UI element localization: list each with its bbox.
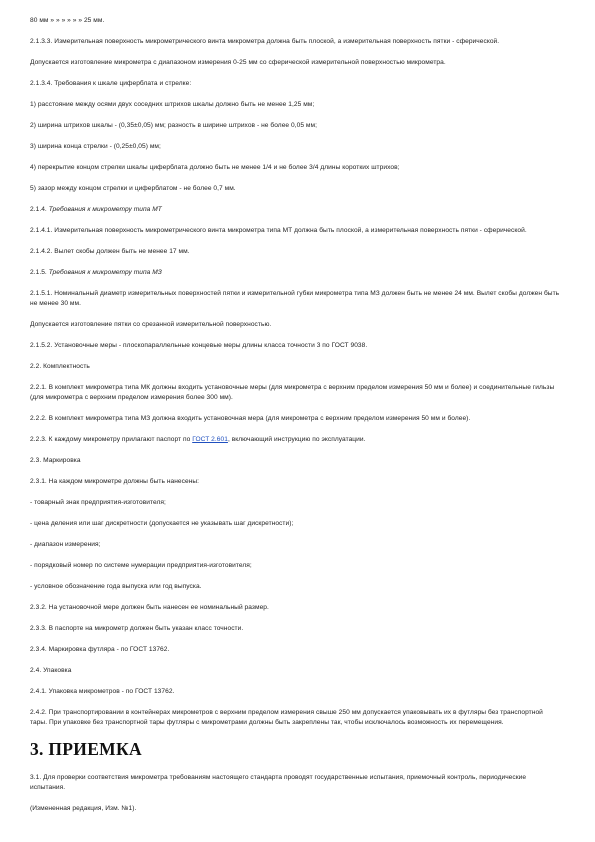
- gost-2-601-link[interactable]: ГОСТ 2.601: [192, 436, 228, 443]
- clause-2-1-3-4: 2.1.3.4. Требования к шкале циферблата и стрелке:: [30, 80, 192, 87]
- clause-3-1: 3.1. Для проверки соответствия микрометра требованиям настоящего стандарта проводят государственные испытания, приемочный контроль, периодические испытания.: [30, 774, 527, 791]
- clause-2-3-4: 2.3.4. Маркировка футляра - по ГОСТ 13762.: [30, 646, 170, 653]
- clause-text-end: , включающий инструкцию по эксплуатации.: [227, 436, 366, 443]
- section-number: 2.1.5.: [30, 269, 47, 276]
- marking-item-year: - условное обозначение года выпуска или год выпуска.: [30, 583, 202, 590]
- section-title: Требования к микрометру типа МТ: [48, 206, 162, 213]
- section-2-4-heading: 2.4. Упаковка: [30, 667, 72, 674]
- list-item-3: 3) ширина конца стрелки - (0,25±0,05) мм;: [30, 143, 161, 150]
- section-2-1-4-heading: [30, 205, 560, 215]
- clause-2-1-5-1-note: Допускается изготовление пятки со срезанной измерительной поверхностью.: [30, 321, 272, 328]
- section-number: 2.1.4.: [30, 206, 47, 213]
- marking-item-serial: - порядковый номер по системе нумерации предприятия-изготовителя;: [30, 562, 252, 569]
- section-title: Требования к микрометру типа МЗ: [48, 269, 162, 276]
- list-item-4: 4) перекрытие концом стрелки шкалы циферблата должно быть не менее 1/4 и не более 3/4 длины коротких штрихов;: [30, 164, 400, 171]
- clause-2-2-3: [30, 435, 560, 445]
- section-2-3-heading: 2.3. Маркировка: [30, 457, 81, 464]
- clause-2-1-5-2: 2.1.5.2. Установочные меры - плоскопараллельные концевые меры длины класса точности 3 по ГОСТ 9038.: [30, 342, 368, 349]
- clause-2-4-1: 2.4.1. Упаковка микрометров - по ГОСТ 13762.: [30, 688, 175, 695]
- clause-2-4-2: 2.4.2. При транспортировании в контейнерах микрометров с верхним пределом измерения свыше 250 мм допускается упаковывать их в футляры без транспортной тары. При упаковке без транспортной тары футляры с микрометрами должны быть закреплены так, чтобы исключалось возможность их перемещения.: [30, 709, 543, 726]
- clause-2-1-4-1: 2.1.4.1. Измерительная поверхность микрометрического винта микрометра типа МТ должна быть плоской, а измерительная поверхность пятки - сферической.: [30, 227, 527, 234]
- clause-2-3-1: 2.3.1. На каждом микрометре должны быть нанесены:: [30, 478, 200, 485]
- section-2-1-5-heading: [30, 268, 560, 278]
- clause-2-1-4-2: 2.1.4.2. Вылет скобы должен быть не менее 17 мм.: [30, 248, 190, 255]
- clause-2-2-2: 2.2.2. В комплект микрометра типа МЗ должна входить установочная мера (для микрометра с верхним пределом измерения 50 мм и более).: [30, 415, 471, 422]
- clause-2-1-3-3-note: Допускается изготовление микрометра с диапазоном измерения 0-25 мм со сферической измерительной поверхностью микрометра.: [30, 59, 446, 66]
- list-item-5: 5) зазор между концом стрелки и циферблатом - не более 0,7 мм.: [30, 185, 236, 192]
- marking-item-division: - цена деления или шаг дискретности (допускается не указывать шаг дискретности);: [30, 520, 294, 527]
- list-item-1: 1) расстояние между осями двух соседних штрихов шкалы должно быть не менее 1,25 мм;: [30, 101, 315, 108]
- marking-item-range: - диапазон измерения;: [30, 541, 101, 548]
- section-3-title: 3. ПРИЕМКА: [30, 739, 142, 759]
- clause-2-3-3: 2.3.3. В паспорте на микрометр должен быть указан класс точности.: [30, 625, 244, 632]
- document-page: [30, 16, 560, 825]
- list-item-2: 2) ширина штрихов шкалы - (0,35±0,05) мм; разность в ширине штрихов - не более 0,05 мм;: [30, 122, 317, 129]
- amendment-note: (Измененная редакция, Изм. №1).: [30, 805, 137, 812]
- marking-item-trademark: - товарный знак предприятия-изготовителя;: [30, 499, 166, 506]
- clause-2-1-3-3: 2.1.3.3. Измерительная поверхность микрометрического винта микрометра должна быть плоской, а измерительная поверхность пятки - сферической.: [30, 38, 500, 45]
- clause-2-3-2: 2.3.2. На установочной мере должен быть нанесен ее номинальный размер.: [30, 604, 269, 611]
- clause-text-start: 2.2.3. К каждому микрометру прилагают паспорт по: [30, 436, 193, 443]
- section-2-2-heading: 2.2. Комплектность: [30, 363, 90, 370]
- clause-2-1-5-1: 2.1.5.1. Номинальный диаметр измерительных поверхностей пятки и измерительной губки микрометра типа МЗ должен быть не менее 24 мм. Вылет скобы должен быть не менее 30 мм.: [30, 290, 560, 307]
- range-line: 80 мм » » » » » » 25 мм.: [30, 17, 105, 24]
- clause-2-2-1: 2.2.1. В комплект микрометра типа МК должны входить установочные меры (для микрометра с верхним пределом измерения 50 мм и более) и соединительные гильзы (для микрометра с верхним пределом измерения более 300 мм).: [30, 384, 555, 401]
